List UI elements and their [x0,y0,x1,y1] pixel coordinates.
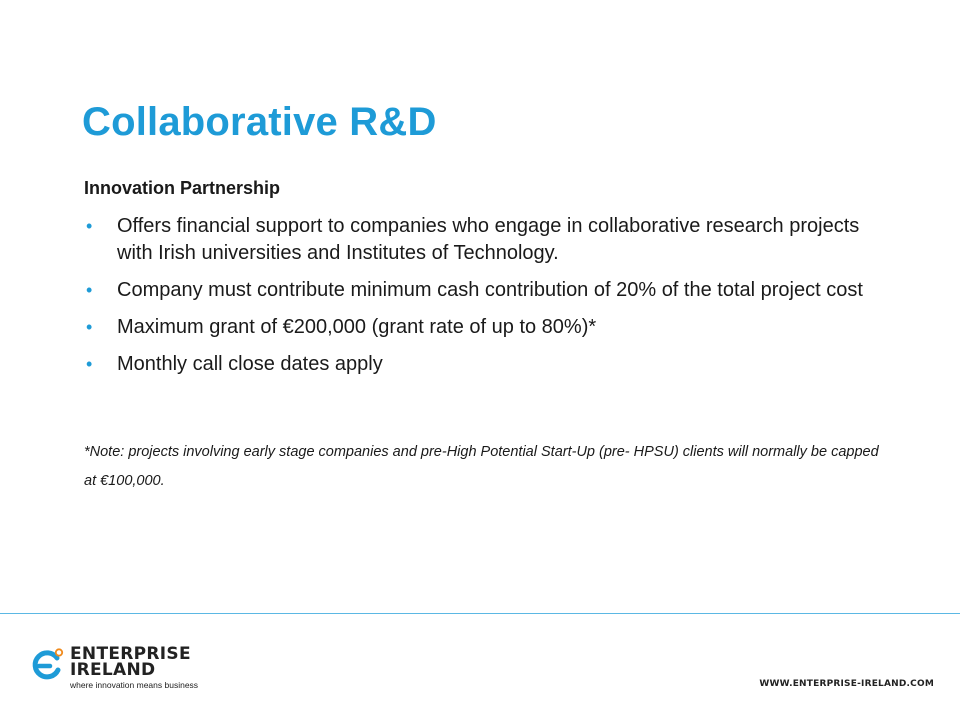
section-heading: Innovation Partnership [84,178,281,198]
bullet-text: Maximum grant of €200,000 (grant rate of up to 80%)* [117,316,597,338]
bullet-item-cash-contribution [84,277,874,304]
footer-divider [0,613,960,614]
logo-text-line2: IRELAND [70,660,156,680]
bullet-marker: • [86,354,93,374]
bullet-list [84,213,874,388]
bullet-item-maximum-grant [84,314,874,341]
enterprise-ireland-e-icon [30,648,64,682]
bullet-marker: • [86,317,93,337]
bullet-text: Offers financial support to companies who engage in collaborative research projects with Irish universities and Institutes of Technology. [117,215,860,264]
enterprise-ireland-logo [30,644,230,694]
bullet-text: Monthly call close dates apply [117,353,383,375]
slide-title: Collaborative R&D [82,100,437,144]
bullet-item-financial-support [84,213,874,267]
logo-text-line1: ENTERPRISE [70,644,191,664]
footnote: *Note: projects involving early stage companies and pre-High Potential Start-Up (pre- HPSU) clients will normally be capped at €100,000. [84,444,879,489]
logo-tagline: where innovation means business [70,680,199,690]
bullet-text: Company must contribute minimum cash contribution of 20% of the total project cost [117,279,863,301]
website-url: WWW.ENTERPRISE-IRELAND.COM [759,679,934,689]
bullet-marker: • [86,216,93,236]
bullet-item-monthly-call [84,351,874,378]
bullet-marker: • [86,280,93,300]
